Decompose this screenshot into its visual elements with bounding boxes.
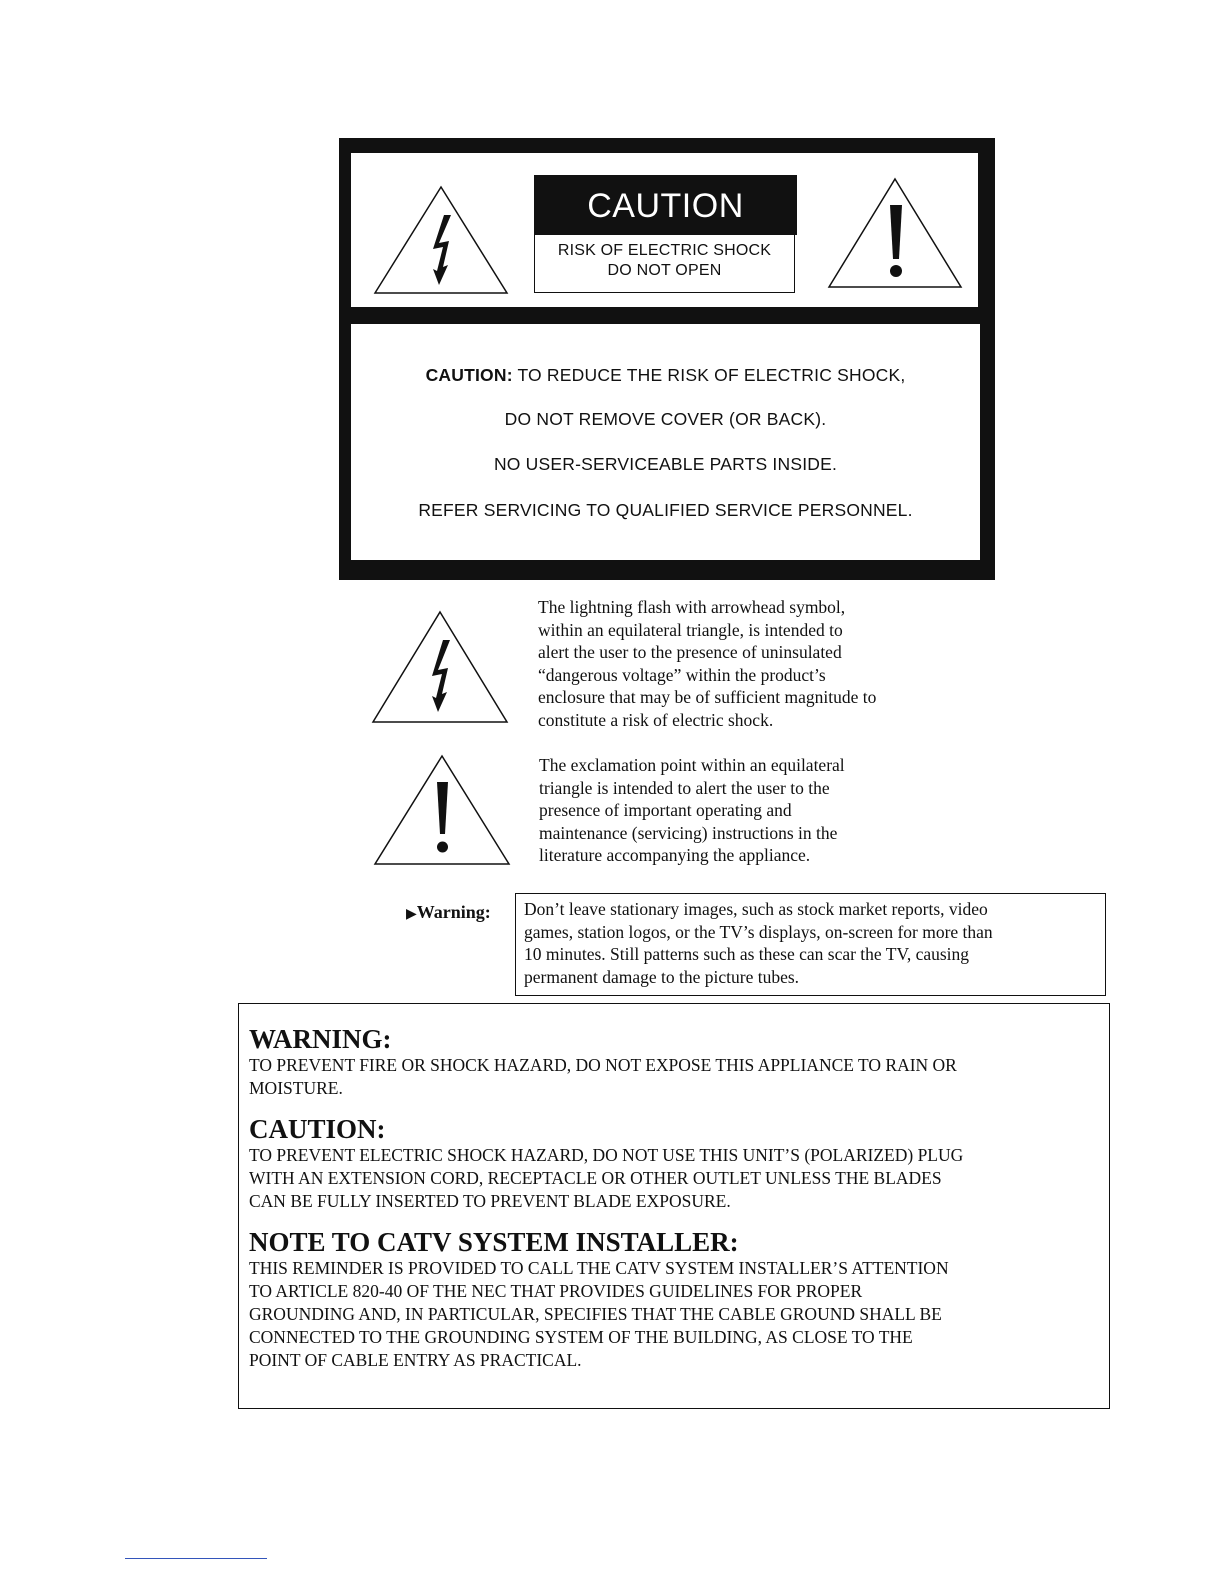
caution-label-notice: [351, 324, 980, 560]
caution-label: [339, 138, 995, 580]
lightning-description-line: enclosure that may be of sufficient magnitude to: [538, 687, 877, 707]
exclamation-warning-icon: [373, 754, 511, 866]
caution-body-line: CAN BE FULLY INSERTED TO PREVENT BLADE EXPOSURE.: [249, 1191, 731, 1211]
lightning-description-line: The lightning flash with arrowhead symbol,: [538, 597, 846, 617]
exclamation-description: [539, 754, 845, 867]
notice-text-1: TO REDUCE THE RISK OF ELECTRIC SHOCK,: [517, 365, 906, 385]
notice-line-2: DO NOT REMOVE COVER (OR BACK).: [504, 409, 827, 429]
lightning-warning-icon: [371, 610, 509, 724]
exclamation-description-line: presence of important operating and: [539, 800, 792, 820]
caution-subtitle-line2: DO NOT OPEN: [607, 262, 722, 279]
lightning-description-line: within an equilateral triangle, is intended to: [538, 619, 843, 640]
catv-note-body-line: POINT OF CABLE ENTRY AS PRACTICAL.: [249, 1350, 582, 1370]
caution-body: [249, 1144, 1099, 1213]
catv-note-body-line: TO ARTICLE 820-40 OF THE NEC THAT PROVIDES GUIDELINES FOR PROPER: [249, 1281, 863, 1301]
exclamation-description-line: The exclamation point within an equilateral: [539, 755, 845, 775]
exclamation-warning-icon: [827, 177, 963, 289]
warning-text-line: 10 minutes. Still patterns such as these can scar the TV, causing: [524, 944, 970, 964]
notice-line-3: NO USER-SERVICEABLE PARTS INSIDE.: [493, 454, 838, 474]
lightning-description-line: “dangerous voltage” within the product’s: [538, 664, 826, 685]
caution-heading: CAUTION:: [249, 1114, 386, 1144]
caution-label-header: [351, 153, 978, 307]
caution-body-line: WITH AN EXTENSION CORD, RECEPTACLE OR OTHER OUTLET UNLESS THE BLADES: [249, 1168, 942, 1188]
warning-label-text: Warning:: [416, 902, 491, 922]
warning-box: [515, 893, 1106, 996]
lightning-description-line: alert the user to the presence of uninsulated: [538, 642, 842, 662]
warning-label: [406, 902, 491, 923]
caution-title: CAUTION: [534, 175, 797, 235]
catv-note-heading: NOTE TO CATV SYSTEM INSTALLER:: [249, 1227, 739, 1257]
caution-subtitle-box: [534, 235, 795, 293]
play-marker-icon: ▶: [406, 907, 417, 922]
catv-note-body-line: THIS REMINDER IS PROVIDED TO CALL THE CATV SYSTEM INSTALLER’S ATTENTION: [249, 1258, 949, 1278]
catv-note-body: [249, 1257, 1099, 1372]
notice-line-1: [351, 365, 980, 386]
notice-line-4: REFER SERVICING TO QUALIFIED SERVICE PERSONNEL.: [418, 500, 913, 520]
safety-notices-box: [238, 1003, 1110, 1409]
caution-body-line: TO PREVENT ELECTRIC SHOCK HAZARD, DO NOT USE THIS UNIT’S (POLARIZED) PLUG: [249, 1145, 964, 1165]
warning-text-line: Don’t leave stationary images, such as stock market reports, video: [524, 899, 988, 919]
warning-body: [249, 1054, 1099, 1100]
warning-body-line: MOISTURE.: [249, 1078, 343, 1098]
exclamation-description-line: triangle is intended to alert the user to the: [539, 777, 830, 798]
catv-note-body-line: GROUNDING AND, IN PARTICULAR, SPECIFIES THAT THE CABLE GROUND SHALL BE: [249, 1304, 942, 1324]
warning-heading: WARNING:: [249, 1024, 392, 1054]
warning-text-line: games, station logos, or the TV’s displays, on-screen for more than: [524, 921, 993, 942]
lightning-warning-icon: [373, 185, 509, 295]
warning-text-line: permanent damage to the picture tubes.: [524, 966, 800, 987]
notice-prefix: CAUTION:: [425, 365, 513, 385]
footer-rule: [125, 1558, 267, 1559]
exclamation-description-line: literature accompanying the appliance.: [539, 845, 811, 865]
catv-note-body-line: CONNECTED TO THE GROUNDING SYSTEM OF THE BUILDING, AS CLOSE TO THE: [249, 1327, 913, 1347]
lightning-description: [538, 596, 876, 731]
lightning-description-line: constitute a risk of electric shock.: [538, 709, 774, 730]
exclamation-description-line: maintenance (servicing) instructions in the: [539, 822, 838, 843]
caution-subtitle-line1: RISK OF ELECTRIC SHOCK: [557, 242, 772, 259]
warning-body-line: TO PREVENT FIRE OR SHOCK HAZARD, DO NOT EXPOSE THIS APPLIANCE TO RAIN OR: [249, 1055, 957, 1075]
